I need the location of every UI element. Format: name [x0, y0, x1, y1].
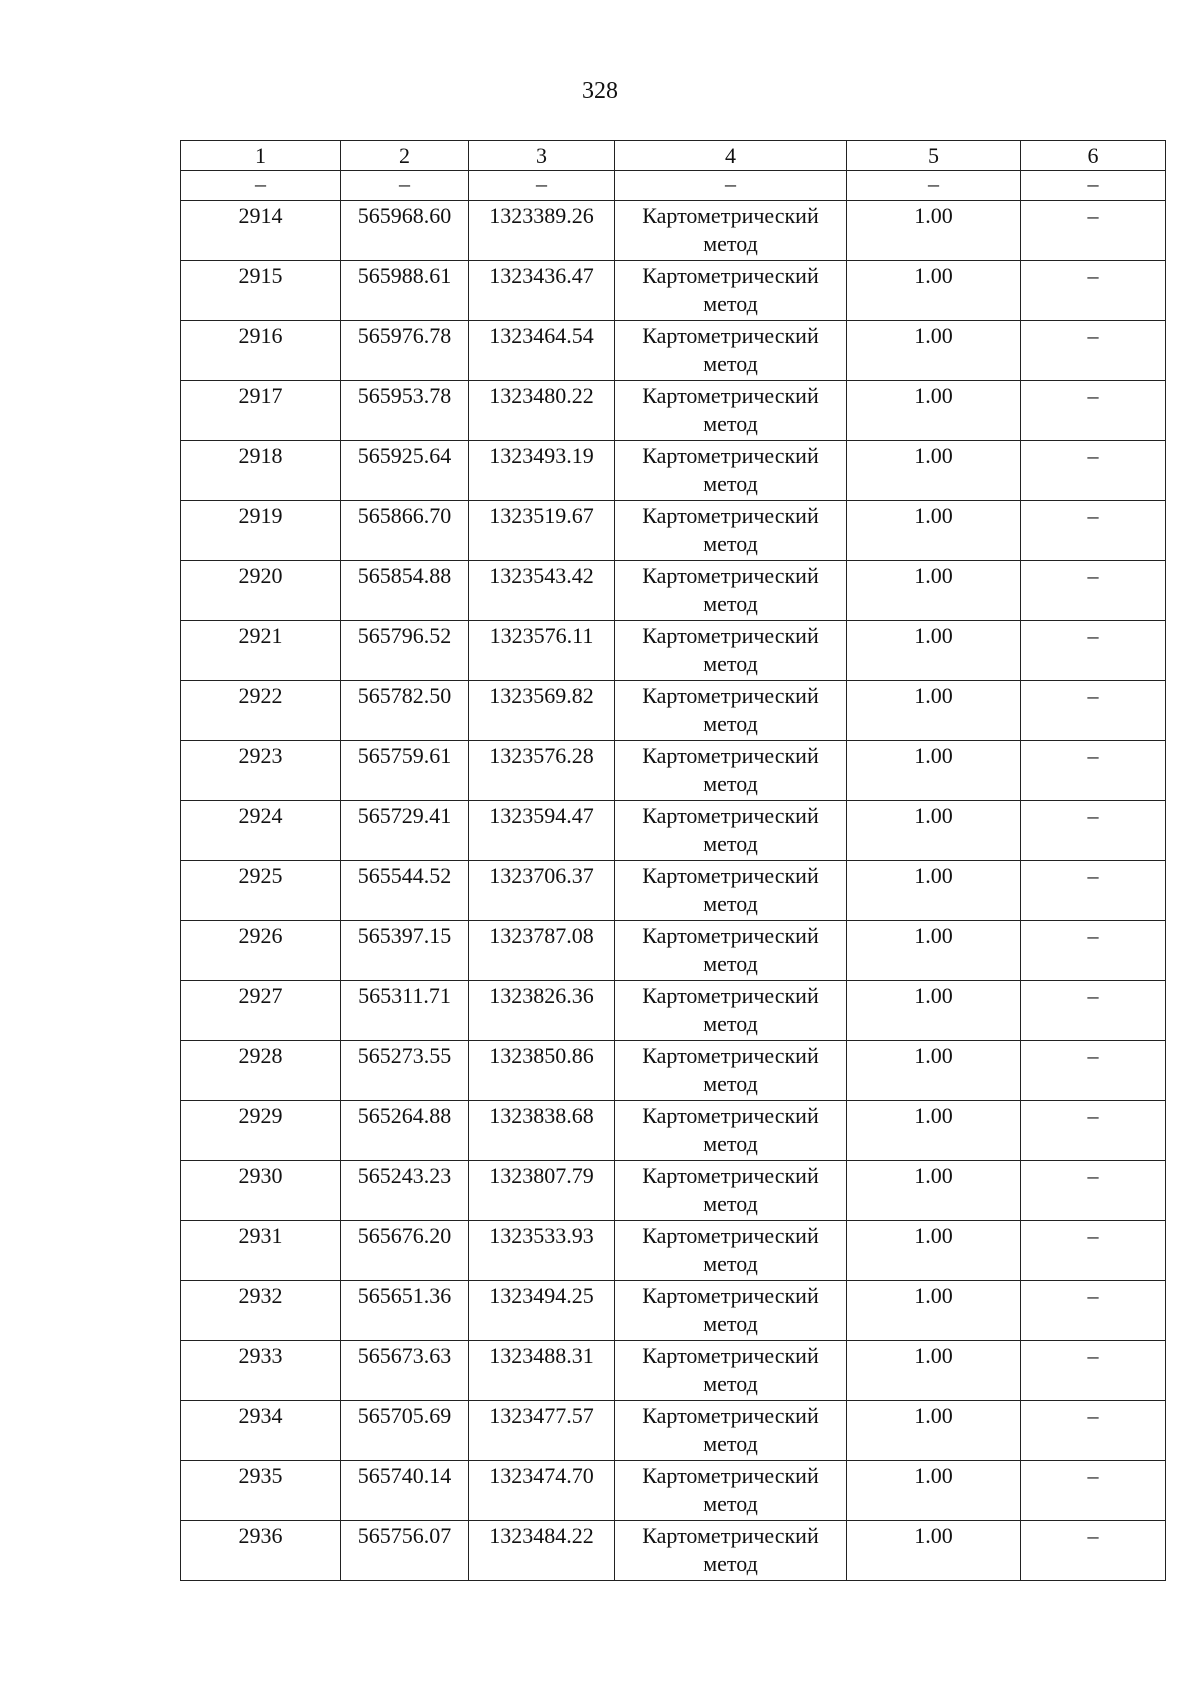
point-number-cell: 2929 — [181, 1101, 341, 1161]
table-row — [181, 201, 1166, 261]
method-line-2: метод — [703, 531, 758, 556]
method-cell — [615, 1341, 847, 1401]
y-coordinate-cell: 1323543.42 — [469, 561, 615, 621]
method-cell — [615, 801, 847, 861]
y-coordinate-cell: 1323494.25 — [469, 1281, 615, 1341]
x-coordinate-cell: 565729.41 — [341, 801, 469, 861]
y-coordinate-cell: 1323569.82 — [469, 681, 615, 741]
method-line-2: метод — [703, 1431, 758, 1456]
method-line-2: метод — [703, 1191, 758, 1216]
method-cell — [615, 1281, 847, 1341]
method-line-2: метод — [703, 351, 758, 376]
method-line-1: Картометрический — [642, 563, 819, 588]
accuracy-cell: 1.00 — [847, 201, 1021, 261]
method-line-1: Картометрический — [642, 743, 819, 768]
method-cell — [615, 561, 847, 621]
note-cell: – — [1021, 1461, 1166, 1521]
point-number-cell: 2925 — [181, 861, 341, 921]
table-row — [181, 921, 1166, 981]
method-cell — [615, 981, 847, 1041]
method-line-1: Картометрический — [642, 503, 819, 528]
point-number-cell: 2924 — [181, 801, 341, 861]
point-number-cell: 2920 — [181, 561, 341, 621]
column-header: 2 — [341, 141, 469, 171]
accuracy-cell: 1.00 — [847, 441, 1021, 501]
y-coordinate-cell: 1323480.22 — [469, 381, 615, 441]
method-cell — [615, 441, 847, 501]
x-coordinate-cell: 565676.20 — [341, 1221, 469, 1281]
x-coordinate-cell: 565854.88 — [341, 561, 469, 621]
accuracy-cell: 1.00 — [847, 1401, 1021, 1461]
y-coordinate-cell: 1323594.47 — [469, 801, 615, 861]
x-coordinate-cell: 565925.64 — [341, 441, 469, 501]
point-number-cell: 2933 — [181, 1341, 341, 1401]
method-line-1: Картометрический — [642, 1283, 819, 1308]
point-number-cell: 2916 — [181, 321, 341, 381]
method-cell — [615, 381, 847, 441]
method-cell — [615, 1521, 847, 1581]
method-cell — [615, 861, 847, 921]
accuracy-cell: 1.00 — [847, 861, 1021, 921]
table-row — [181, 861, 1166, 921]
dash-cell: – — [341, 171, 469, 201]
y-coordinate-cell: 1323576.28 — [469, 741, 615, 801]
point-number-cell: 2923 — [181, 741, 341, 801]
point-number-cell: 2934 — [181, 1401, 341, 1461]
x-coordinate-cell: 565264.88 — [341, 1101, 469, 1161]
table-row — [181, 1281, 1166, 1341]
table-row — [181, 1341, 1166, 1401]
method-line-1: Картометрический — [642, 1223, 819, 1248]
method-line-2: метод — [703, 1491, 758, 1516]
method-line-1: Картометрический — [642, 1043, 819, 1068]
column-header: 3 — [469, 141, 615, 171]
y-coordinate-cell: 1323850.86 — [469, 1041, 615, 1101]
note-cell: – — [1021, 801, 1166, 861]
method-line-2: метод — [703, 1551, 758, 1576]
method-cell — [615, 621, 847, 681]
note-cell: – — [1021, 321, 1166, 381]
note-cell: – — [1021, 561, 1166, 621]
column-header: 4 — [615, 141, 847, 171]
x-coordinate-cell: 565976.78 — [341, 321, 469, 381]
x-coordinate-cell: 565988.61 — [341, 261, 469, 321]
point-number-cell: 2932 — [181, 1281, 341, 1341]
note-cell: – — [1021, 921, 1166, 981]
column-header: 5 — [847, 141, 1021, 171]
accuracy-cell: 1.00 — [847, 1521, 1021, 1581]
x-coordinate-cell: 565705.69 — [341, 1401, 469, 1461]
method-line-2: метод — [703, 291, 758, 316]
method-cell — [615, 1041, 847, 1101]
note-cell: – — [1021, 981, 1166, 1041]
point-number-cell: 2917 — [181, 381, 341, 441]
table-row — [181, 1101, 1166, 1161]
x-coordinate-cell: 565968.60 — [341, 201, 469, 261]
y-coordinate-cell: 1323389.26 — [469, 201, 615, 261]
point-number-cell: 2915 — [181, 261, 341, 321]
note-cell: – — [1021, 1221, 1166, 1281]
y-coordinate-cell: 1323838.68 — [469, 1101, 615, 1161]
method-line-1: Картометрический — [642, 1343, 819, 1368]
table-row — [181, 441, 1166, 501]
method-cell — [615, 1221, 847, 1281]
accuracy-cell: 1.00 — [847, 561, 1021, 621]
x-coordinate-cell: 565243.23 — [341, 1161, 469, 1221]
method-line-2: метод — [703, 771, 758, 796]
accuracy-cell: 1.00 — [847, 921, 1021, 981]
table-row — [181, 801, 1166, 861]
point-number-cell: 2930 — [181, 1161, 341, 1221]
accuracy-cell: 1.00 — [847, 801, 1021, 861]
table-row — [181, 1221, 1166, 1281]
x-coordinate-cell: 565311.71 — [341, 981, 469, 1041]
method-line-2: метод — [703, 651, 758, 676]
method-cell — [615, 681, 847, 741]
method-line-1: Картометрический — [642, 623, 819, 648]
y-coordinate-cell: 1323464.54 — [469, 321, 615, 381]
method-line-2: метод — [703, 1071, 758, 1096]
method-line-2: метод — [703, 711, 758, 736]
method-line-2: метод — [703, 231, 758, 256]
method-line-2: метод — [703, 951, 758, 976]
y-coordinate-cell: 1323477.57 — [469, 1401, 615, 1461]
method-line-1: Картометрический — [642, 1463, 819, 1488]
point-number-cell: 2926 — [181, 921, 341, 981]
note-cell: – — [1021, 1341, 1166, 1401]
method-line-2: метод — [703, 831, 758, 856]
x-coordinate-cell: 565782.50 — [341, 681, 469, 741]
accuracy-cell: 1.00 — [847, 1341, 1021, 1401]
accuracy-cell: 1.00 — [847, 1101, 1021, 1161]
note-cell: – — [1021, 1281, 1166, 1341]
accuracy-cell: 1.00 — [847, 1041, 1021, 1101]
dash-cell: – — [1021, 171, 1166, 201]
table-row — [181, 561, 1166, 621]
accuracy-cell: 1.00 — [847, 681, 1021, 741]
y-coordinate-cell: 1323706.37 — [469, 861, 615, 921]
method-cell — [615, 1401, 847, 1461]
method-cell — [615, 1161, 847, 1221]
method-cell — [615, 501, 847, 561]
point-number-cell: 2935 — [181, 1461, 341, 1521]
method-line-1: Картометрический — [642, 1103, 819, 1128]
note-cell: – — [1021, 1161, 1166, 1221]
method-cell — [615, 261, 847, 321]
method-line-1: Картометрический — [642, 1403, 819, 1428]
method-line-1: Картометрический — [642, 983, 819, 1008]
accuracy-cell: 1.00 — [847, 741, 1021, 801]
point-number-cell: 2914 — [181, 201, 341, 261]
method-line-1: Картометрический — [642, 1163, 819, 1188]
note-cell: – — [1021, 681, 1166, 741]
point-number-cell: 2927 — [181, 981, 341, 1041]
method-line-2: метод — [703, 1311, 758, 1336]
point-number-cell: 2921 — [181, 621, 341, 681]
table-row — [181, 501, 1166, 561]
x-coordinate-cell: 565953.78 — [341, 381, 469, 441]
table-row — [181, 321, 1166, 381]
method-cell — [615, 321, 847, 381]
y-coordinate-cell: 1323519.67 — [469, 501, 615, 561]
x-coordinate-cell: 565740.14 — [341, 1461, 469, 1521]
note-cell: – — [1021, 1101, 1166, 1161]
table-row — [181, 741, 1166, 801]
y-coordinate-cell: 1323807.79 — [469, 1161, 615, 1221]
dash-cell: – — [181, 171, 341, 201]
method-line-1: Картометрический — [642, 443, 819, 468]
accuracy-cell: 1.00 — [847, 1221, 1021, 1281]
method-cell — [615, 201, 847, 261]
method-line-1: Картометрический — [642, 683, 819, 708]
method-line-2: метод — [703, 411, 758, 436]
x-coordinate-cell: 565651.36 — [341, 1281, 469, 1341]
note-cell: – — [1021, 1521, 1166, 1581]
table-row — [181, 1521, 1166, 1581]
table-row — [181, 1461, 1166, 1521]
method-line-1: Картометрический — [642, 383, 819, 408]
page-number — [0, 76, 1200, 106]
point-number-cell: 2919 — [181, 501, 341, 561]
method-line-2: метод — [703, 471, 758, 496]
dash-cell: – — [847, 171, 1021, 201]
method-line-1: Картометрический — [642, 323, 819, 348]
accuracy-cell: 1.00 — [847, 261, 1021, 321]
y-coordinate-cell: 1323436.47 — [469, 261, 615, 321]
x-coordinate-cell: 565544.52 — [341, 861, 469, 921]
method-cell — [615, 1461, 847, 1521]
note-cell: – — [1021, 501, 1166, 561]
accuracy-cell: 1.00 — [847, 381, 1021, 441]
x-coordinate-cell: 565796.52 — [341, 621, 469, 681]
table-header-row — [181, 141, 1166, 171]
note-cell: – — [1021, 741, 1166, 801]
accuracy-cell: 1.00 — [847, 1161, 1021, 1221]
method-cell — [615, 921, 847, 981]
x-coordinate-cell: 565673.63 — [341, 1341, 469, 1401]
method-line-2: метод — [703, 1371, 758, 1396]
page-number-text: 328 — [582, 78, 618, 104]
table-row — [181, 1041, 1166, 1101]
column-header: 1 — [181, 141, 341, 171]
accuracy-cell: 1.00 — [847, 501, 1021, 561]
method-line-1: Картометрический — [642, 263, 819, 288]
method-line-1: Картометрический — [642, 1523, 819, 1548]
method-line-2: метод — [703, 1251, 758, 1276]
accuracy-cell: 1.00 — [847, 321, 1021, 381]
y-coordinate-cell: 1323576.11 — [469, 621, 615, 681]
note-cell: – — [1021, 861, 1166, 921]
y-coordinate-cell: 1323493.19 — [469, 441, 615, 501]
x-coordinate-cell: 565759.61 — [341, 741, 469, 801]
method-cell — [615, 741, 847, 801]
note-cell: – — [1021, 1041, 1166, 1101]
y-coordinate-cell: 1323474.70 — [469, 1461, 615, 1521]
point-number-cell: 2936 — [181, 1521, 341, 1581]
x-coordinate-cell: 565866.70 — [341, 501, 469, 561]
point-number-cell: 2928 — [181, 1041, 341, 1101]
y-coordinate-cell: 1323533.93 — [469, 1221, 615, 1281]
accuracy-cell: 1.00 — [847, 621, 1021, 681]
y-coordinate-cell: 1323787.08 — [469, 921, 615, 981]
note-cell: – — [1021, 1401, 1166, 1461]
note-cell: – — [1021, 441, 1166, 501]
column-header: 6 — [1021, 141, 1166, 171]
table-body — [181, 141, 1166, 1581]
table-row — [181, 981, 1166, 1041]
method-cell — [615, 1101, 847, 1161]
method-line-1: Картометрический — [642, 923, 819, 948]
table-row — [181, 381, 1166, 441]
method-line-2: метод — [703, 891, 758, 916]
note-cell: – — [1021, 621, 1166, 681]
point-number-cell: 2931 — [181, 1221, 341, 1281]
note-cell: – — [1021, 201, 1166, 261]
method-line-2: метод — [703, 1131, 758, 1156]
table-row — [181, 1401, 1166, 1461]
table-row — [181, 621, 1166, 681]
y-coordinate-cell: 1323488.31 — [469, 1341, 615, 1401]
dash-cell: – — [469, 171, 615, 201]
table-row — [181, 261, 1166, 321]
coordinates-table — [180, 140, 1166, 1581]
y-coordinate-cell: 1323484.22 — [469, 1521, 615, 1581]
method-line-2: метод — [703, 591, 758, 616]
accuracy-cell: 1.00 — [847, 1461, 1021, 1521]
table-dash-row — [181, 171, 1166, 201]
accuracy-cell: 1.00 — [847, 981, 1021, 1041]
point-number-cell: 2918 — [181, 441, 341, 501]
table-row — [181, 1161, 1166, 1221]
method-line-1: Картометрический — [642, 803, 819, 828]
method-line-1: Картометрический — [642, 203, 819, 228]
accuracy-cell: 1.00 — [847, 1281, 1021, 1341]
y-coordinate-cell: 1323826.36 — [469, 981, 615, 1041]
dash-cell: – — [615, 171, 847, 201]
note-cell: – — [1021, 261, 1166, 321]
x-coordinate-cell: 565273.55 — [341, 1041, 469, 1101]
note-cell: – — [1021, 381, 1166, 441]
method-line-1: Картометрический — [642, 863, 819, 888]
x-coordinate-cell: 565756.07 — [341, 1521, 469, 1581]
point-number-cell: 2922 — [181, 681, 341, 741]
method-line-2: метод — [703, 1011, 758, 1036]
table-row — [181, 681, 1166, 741]
x-coordinate-cell: 565397.15 — [341, 921, 469, 981]
